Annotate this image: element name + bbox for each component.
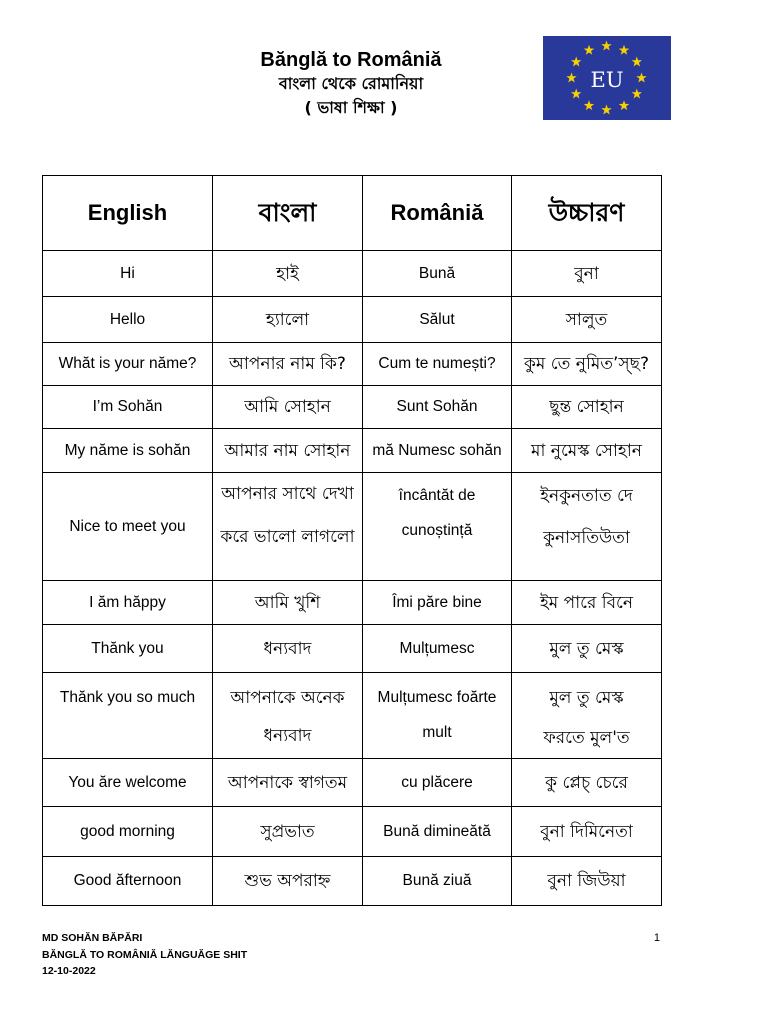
romanian-cell — [363, 251, 512, 297]
romanian-cell — [363, 297, 512, 343]
column-header-romanian — [363, 176, 512, 251]
bangla-text: ধন্যবাদ — [263, 726, 312, 746]
table-row — [43, 857, 662, 906]
bangla-topic: ( ভাষা শিক্ষা ) — [304, 98, 398, 117]
pronunciation-text: কুম তে নুমিত’স্ছ? — [524, 354, 649, 374]
column-header-pronunciation-label: উচ্চারণ — [548, 198, 625, 227]
bangla-cell — [213, 625, 363, 673]
bangla-text: আমি খুশি — [254, 592, 321, 613]
bangla-cell — [213, 857, 363, 906]
pronunciation-cell — [512, 807, 662, 857]
column-header-english — [43, 176, 213, 251]
pronunciation-cell — [512, 297, 662, 343]
english-text: You ăre welcome — [68, 773, 187, 791]
english-cell — [43, 625, 213, 673]
romanian-text: cunoștință — [401, 522, 473, 539]
romanian-cell — [363, 673, 512, 759]
table-row — [43, 759, 662, 807]
english-cell — [43, 297, 213, 343]
footer-date: 12-10-2022 — [42, 965, 96, 977]
column-header-romanian-label: Româniă — [390, 200, 484, 225]
pronunciation-cell — [512, 429, 662, 473]
footer-document-title: BĂNGLĂ TO ROMÂNIĂ LĂNGUĂGE SHIT — [42, 948, 248, 961]
pronunciation-cell — [512, 343, 662, 386]
pronunciation-cell — [512, 473, 662, 581]
bangla-cell — [213, 673, 363, 759]
romanian-cell — [363, 857, 512, 906]
pronunciation-cell — [512, 625, 662, 673]
eu-flag-icon — [543, 36, 671, 120]
pronunciation-cell — [512, 759, 662, 807]
romanian-cell — [363, 625, 512, 673]
english-text: I’m Sohăn — [92, 398, 163, 415]
english-cell — [43, 473, 213, 581]
english-cell — [43, 386, 213, 429]
english-text: Thănk you so much — [59, 689, 196, 706]
bangla-text: আপনার সাথে দেখা — [221, 484, 354, 504]
table-row — [43, 807, 662, 857]
bangla-subtitle: বাংলা থেকে রোমানিয়া — [278, 74, 424, 93]
romanian-cell — [363, 759, 512, 807]
pronunciation-cell — [512, 673, 662, 759]
english-cell — [43, 581, 213, 625]
english-cell — [43, 807, 213, 857]
romanian-cell — [363, 807, 512, 857]
bangla-text: সুপ্রভাত — [260, 821, 315, 842]
english-text: Hello — [109, 310, 146, 328]
bangla-cell — [213, 386, 363, 429]
flag-label: EU — [590, 68, 624, 92]
romanian-text: Sălut — [419, 310, 455, 328]
pronunciation-text: ইম পারে বিনে — [539, 592, 634, 613]
english-text: My năme is sohăn — [64, 441, 191, 459]
pronunciation-text: কু প্লেচ্ চেরে — [545, 772, 628, 793]
table-header-row — [43, 176, 662, 251]
romanian-text: Mulțumesc — [399, 639, 475, 657]
english-text: Good ăfternoon — [73, 872, 182, 889]
column-header-english-label: English — [87, 200, 168, 225]
bangla-text: আপনাকে অনেক — [230, 688, 345, 708]
bangla-text: ধন্যবাদ — [263, 638, 312, 659]
romanian-cell — [363, 473, 512, 581]
table-row — [43, 673, 662, 759]
english-text: Nice to meet you — [69, 517, 186, 535]
english-cell — [43, 429, 213, 473]
pronunciation-text: বুনা — [574, 263, 599, 284]
romanian-text: mă Numesc sohăn — [372, 441, 502, 459]
column-header-bangla-label: বাংলা — [258, 198, 317, 227]
table-row — [43, 343, 662, 386]
bangla-text: আমার নাম সোহান — [224, 440, 351, 461]
bangla-text: করে ভালো লাগলো — [220, 527, 355, 547]
pronunciation-text: বুনা দিমিনেতা — [540, 821, 633, 842]
romanian-text: încântăt de — [398, 487, 476, 504]
english-text: I ăm hăppy — [89, 593, 166, 611]
bangla-cell — [213, 251, 363, 297]
bangla-cell — [213, 429, 363, 473]
page-footer — [42, 930, 247, 980]
table-row — [43, 581, 662, 625]
pronunciation-text: সালুত — [565, 309, 608, 330]
english-text: Hi — [120, 264, 135, 282]
romanian-cell — [363, 581, 512, 625]
bangla-text: আপনাকে স্বাগতম — [227, 772, 348, 793]
pronunciation-text: ইনকুনতাত দে — [540, 486, 633, 506]
bangla-cell — [213, 343, 363, 386]
pronunciation-text: বুনা জিউয়া — [547, 871, 626, 891]
pronunciation-cell — [512, 581, 662, 625]
bangla-cell — [213, 759, 363, 807]
english-cell — [43, 673, 213, 759]
romanian-cell — [363, 386, 512, 429]
table-row — [43, 473, 662, 581]
pronunciation-cell — [512, 386, 662, 429]
romanian-text: mult — [422, 724, 452, 741]
romanian-text: Cum te numești? — [378, 355, 496, 372]
bangla-cell — [213, 581, 363, 625]
bangla-cell — [213, 297, 363, 343]
romanian-cell — [363, 429, 512, 473]
english-text: Thănk you — [91, 639, 164, 657]
romanian-text: Bună dimineătă — [383, 822, 491, 840]
page-number: 1 — [653, 932, 660, 944]
bangla-text: হাই — [276, 263, 299, 284]
romanian-text: Bună — [418, 264, 456, 282]
bangla-text: শুভ অপরাহ্ন — [244, 871, 331, 891]
english-text: good morning — [80, 822, 175, 840]
romanian-text: Bună ziuă — [402, 872, 472, 889]
pronunciation-cell — [512, 857, 662, 906]
romanian-text: cu plăcere — [401, 773, 473, 791]
bangla-text: হ্যালো — [265, 309, 310, 330]
pronunciation-text: কুনাসতিউতা — [543, 528, 630, 548]
pronunciation-cell — [512, 251, 662, 297]
footer-author: MD SOHĂN BĂPĂRI — [42, 932, 143, 944]
vocabulary-table — [42, 175, 662, 906]
english-cell — [43, 343, 213, 386]
romanian-text: Îmi păre bine — [392, 593, 482, 611]
table-row — [43, 297, 662, 343]
column-header-pronunciation — [512, 176, 662, 251]
column-header-bangla — [213, 176, 363, 251]
pronunciation-text: মুল তু মেস্ক — [549, 688, 624, 708]
english-cell — [43, 759, 213, 807]
pronunciation-text: ছুন্ত সোহান — [549, 397, 624, 417]
english-text: Whăt is your năme? — [58, 355, 197, 372]
romanian-cell — [363, 343, 512, 386]
table-row — [43, 625, 662, 673]
pronunciation-text: ফরতে মুল'ত — [543, 728, 630, 748]
document-title: Bănglă to Româniă — [260, 49, 442, 71]
english-cell — [43, 857, 213, 906]
table-row — [43, 386, 662, 429]
bangla-cell — [213, 473, 363, 581]
pronunciation-text: মুল তু মেস্ক — [549, 638, 624, 659]
bangla-cell — [213, 807, 363, 857]
table-row — [43, 251, 662, 297]
pronunciation-text: মা নুমেস্ক সোহান — [531, 440, 642, 461]
romanian-text: Sunt Sohăn — [396, 398, 478, 415]
romanian-text: Mulțumesc foărte — [377, 689, 497, 706]
bangla-text: আপনার নাম কি? — [229, 354, 346, 374]
table-row — [43, 429, 662, 473]
bangla-text: আমি সোহান — [244, 397, 331, 417]
english-cell — [43, 251, 213, 297]
